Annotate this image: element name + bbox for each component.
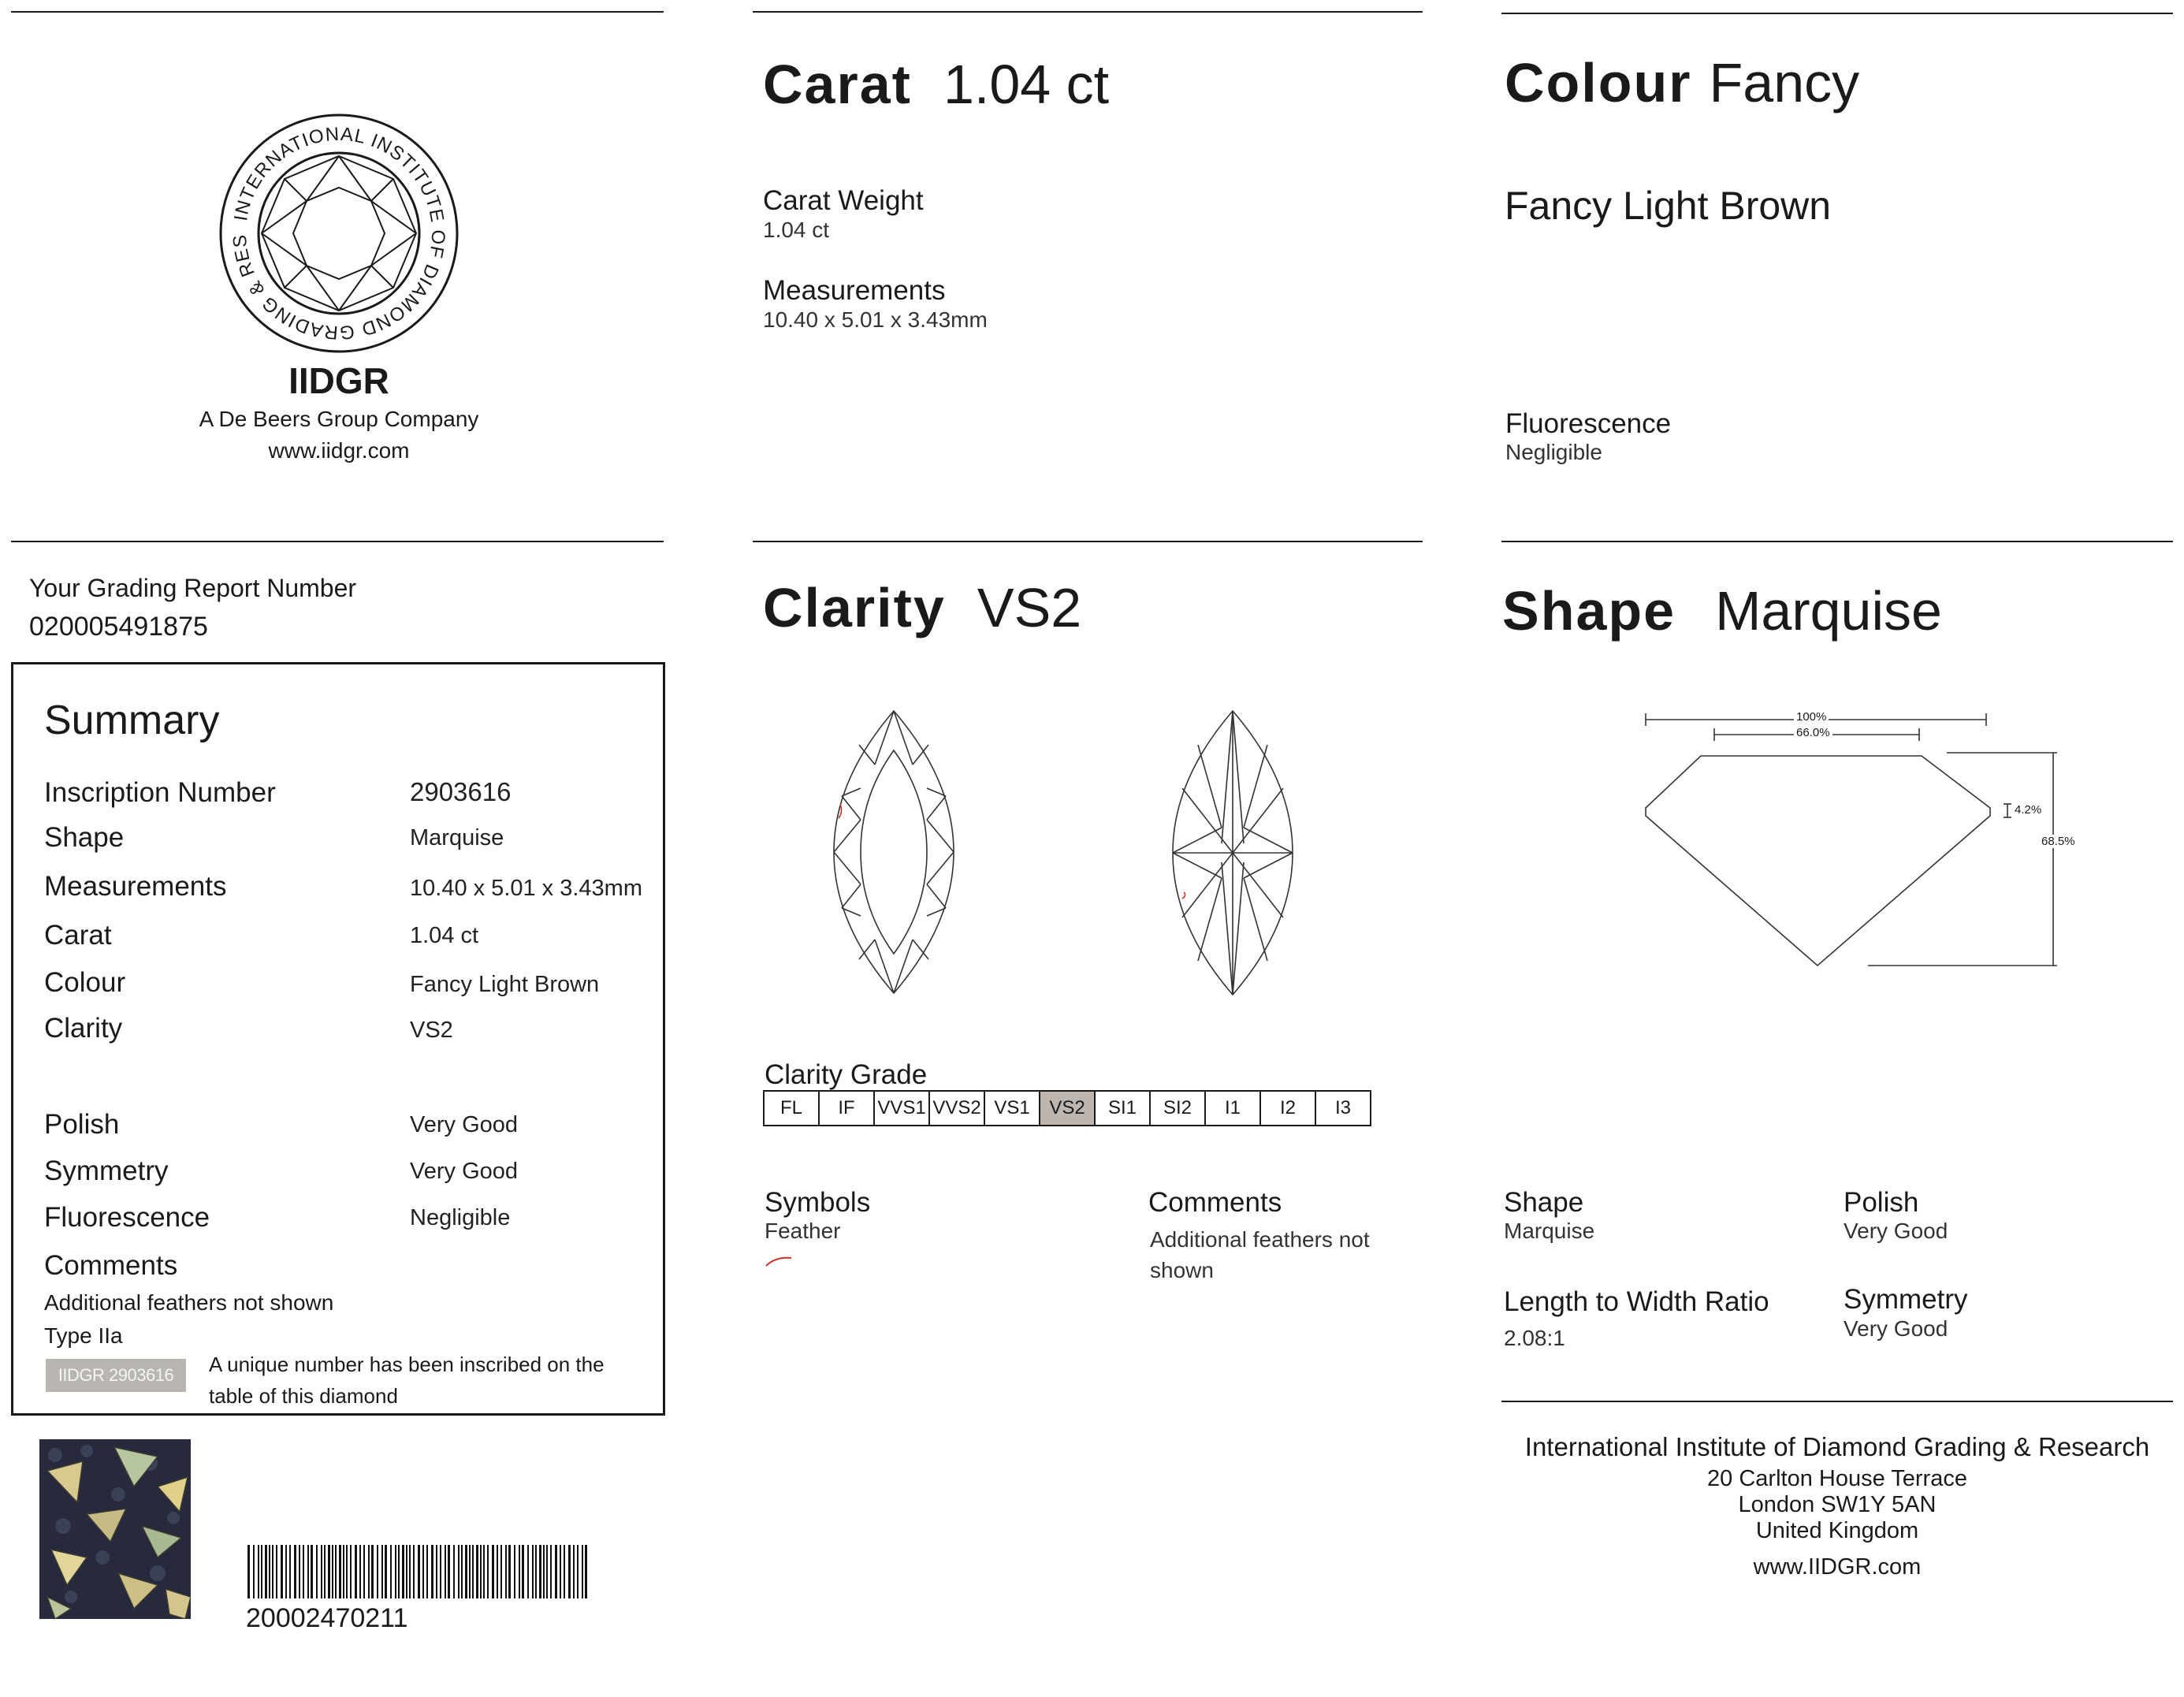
top-rule-center — [753, 11, 1423, 13]
barcode-number: 20002470211 — [246, 1603, 408, 1633]
barcode-bar — [431, 1545, 433, 1598]
address-url[interactable]: www.IIDGR.com — [1753, 1554, 1922, 1580]
barcode-bar — [577, 1545, 579, 1598]
barcode-bar — [527, 1545, 529, 1598]
clarity-scale-cell: I1 — [1206, 1092, 1261, 1125]
barcode-bar — [363, 1545, 365, 1598]
mid-rule-right — [1501, 541, 2173, 542]
clarity-comments-line1: Additional feathers not — [1150, 1227, 1370, 1252]
feather-symbol-icon — [765, 1253, 796, 1269]
inscription-note-line1: A unique number has been inscribed on the — [209, 1353, 605, 1376]
barcode-bar — [321, 1545, 322, 1598]
colour-header — [1505, 52, 1860, 114]
barcode-bar — [582, 1545, 583, 1598]
barcode-bar — [514, 1545, 515, 1598]
address-line2: London SW1Y 5AN — [1738, 1492, 1937, 1517]
barcode-bar — [381, 1545, 383, 1598]
summary-comments: Additional feathers not shown — [44, 1290, 334, 1315]
clarity-scale-cell: I3 — [1334, 1097, 1351, 1118]
inscription-tag-text: IIDGR 2903616 — [58, 1365, 174, 1385]
barcode-bar — [487, 1545, 489, 1598]
barcode-bar — [448, 1545, 450, 1598]
barcode-bar — [465, 1545, 467, 1598]
colour-title: Colour — [1505, 52, 1692, 114]
clarity-comments-line2: shown — [1150, 1258, 1214, 1282]
barcode-bar — [285, 1545, 287, 1598]
summary-title: Summary — [44, 698, 220, 743]
report-number-label: Your Grading Report Number — [29, 574, 357, 602]
symmetry-label: Symmetry — [1844, 1284, 1968, 1315]
colour-value: Fancy — [1709, 52, 1860, 114]
barcode-bar — [422, 1545, 424, 1598]
barcode-bar — [532, 1545, 534, 1598]
summary-value-symmetry: Very Good — [410, 1159, 519, 1184]
barcode-bar — [461, 1545, 463, 1598]
summary-label-inscription: Inscription Number — [44, 777, 276, 808]
iidgr-seal — [218, 113, 459, 354]
summary-label-shape: Shape — [44, 822, 125, 853]
symbols-label: Symbols — [765, 1187, 871, 1218]
summary-value-polish: Very Good — [410, 1112, 519, 1137]
polish-label: Polish — [1844, 1187, 1919, 1218]
barcode-bar — [328, 1545, 330, 1598]
barcode-bar — [440, 1545, 441, 1598]
barcode-bar — [519, 1545, 520, 1598]
barcode-bar — [418, 1545, 420, 1598]
barcode-bar — [359, 1545, 361, 1598]
barcode-bar — [436, 1545, 437, 1598]
barcode-bar — [568, 1545, 571, 1598]
profile-diagram — [1631, 705, 2073, 973]
summary-value-colour: Fancy Light Brown — [410, 972, 600, 997]
barcode-bar — [409, 1545, 411, 1598]
symbols-value: Feather — [765, 1219, 841, 1243]
barcode-bar — [272, 1545, 273, 1598]
summary-label-measurements: Measurements — [44, 871, 227, 902]
clarity-grade-label: Clarity Grade — [765, 1059, 928, 1090]
clarity-scale — [763, 1090, 1371, 1126]
logo-url[interactable]: www.iidgr.com — [268, 438, 410, 463]
barcode-bar — [458, 1545, 459, 1598]
barcode-bar — [564, 1545, 565, 1598]
barcode-bar — [469, 1545, 471, 1598]
clarity-scale-cell: IF — [820, 1092, 875, 1125]
address-line1: 20 Carlton House Terrace — [1707, 1466, 1967, 1491]
clarity-comments-label: Comments — [1148, 1187, 1282, 1218]
clarity-scale-cell: VS1 — [985, 1092, 1040, 1125]
profile-depth-label: 68.5% — [2041, 835, 2075, 848]
clarity-scale-cell: VVS2 — [930, 1092, 985, 1125]
shape-header — [1502, 580, 1942, 642]
address-org: International Institute of Diamond Grading & Research — [1524, 1432, 2150, 1461]
barcode-bar — [492, 1545, 494, 1598]
clarity-scale-cell: FL — [765, 1092, 820, 1125]
barcode-bar — [476, 1545, 478, 1598]
clarity-plot-crown — [828, 709, 960, 995]
carat-value: 1.04 ct — [943, 54, 1110, 115]
barcode-bar — [265, 1545, 267, 1598]
barcode-bar — [508, 1545, 511, 1598]
barcode-bar — [281, 1545, 283, 1598]
barcode-bar — [377, 1545, 378, 1598]
summary-type: Type IIa — [44, 1323, 123, 1348]
svg-text:INTERNATIONAL INSTITUTE OF DIA: INTERNATIONAL INSTITUTE OF DIAMOND GRADING & RES — [229, 123, 449, 344]
barcode-bar — [247, 1545, 250, 1598]
barcode-bar — [573, 1545, 575, 1598]
barcode-bar — [276, 1545, 277, 1598]
barcode-bar — [406, 1545, 407, 1598]
measurements-value: 10.40 x 5.01 x 3.43mm — [763, 307, 988, 332]
profile-girdle-label: 4.2% — [2015, 803, 2042, 817]
inscription-note-line2: table of this diamond — [209, 1384, 398, 1408]
barcode-bar — [585, 1545, 587, 1598]
barcode-bar — [299, 1545, 300, 1598]
polish-value: Very Good — [1844, 1219, 1948, 1243]
barcode-bar — [500, 1545, 502, 1598]
clarity-title: Clarity — [763, 577, 946, 638]
barcode-bar — [453, 1545, 455, 1598]
barcode-bar — [258, 1545, 259, 1598]
barcode-bar — [550, 1545, 552, 1598]
barcode-bar — [289, 1545, 291, 1598]
summary-label-fluorescence: Fluorescence — [44, 1202, 210, 1233]
barcode-bar — [311, 1545, 313, 1598]
top-rule-right — [1501, 13, 2173, 14]
summary-value-inscription: 2903616 — [410, 777, 512, 806]
barcode-bar — [253, 1545, 255, 1598]
barcode-bar — [307, 1545, 309, 1598]
barcode-bar — [390, 1545, 392, 1598]
barcode-bar — [497, 1545, 498, 1598]
clarity-scale-cell: I2 — [1261, 1092, 1316, 1125]
barcode-bar — [398, 1545, 400, 1598]
barcode-bar — [539, 1545, 541, 1598]
barcode-bar — [546, 1545, 548, 1598]
summary-label-clarity: Clarity — [44, 1013, 123, 1044]
carat-header — [763, 54, 1110, 115]
logo-tagline: A De Beers Group Company — [199, 407, 479, 431]
barcode-bar — [343, 1545, 344, 1598]
profile-top-width-label: 100% — [1794, 710, 1829, 724]
mid-rule-left — [11, 541, 664, 542]
barcode-bar — [371, 1545, 374, 1598]
barcode-bar — [346, 1545, 348, 1598]
summary-label-colour: Colour — [44, 967, 126, 998]
barcode-bar — [480, 1545, 482, 1598]
barcode-bar — [261, 1545, 262, 1598]
inscription-tag — [46, 1359, 186, 1392]
barcode-bar — [332, 1545, 333, 1598]
summary-value-measurements: 10.40 x 5.01 x 3.43mm — [410, 876, 642, 901]
barcode-bar — [483, 1545, 485, 1598]
clarity-plot-pavilion — [1166, 709, 1299, 996]
barcode-bar — [505, 1545, 507, 1598]
barcode-bar — [294, 1545, 296, 1598]
lw-ratio-value: 2.08:1 — [1504, 1326, 1565, 1350]
barcode-bar — [535, 1545, 537, 1598]
carat-weight-value: 1.04 ct — [763, 218, 830, 242]
barcode-bar — [350, 1545, 352, 1598]
summary-value-clarity: VS2 — [410, 1018, 453, 1043]
summary-value-shape: Marquise — [410, 825, 504, 850]
lw-ratio-label: Length to Width Ratio — [1504, 1286, 1769, 1317]
barcode — [246, 1545, 590, 1598]
barcode-bar — [395, 1545, 396, 1598]
clarity-scale-cell: VVS1 — [875, 1092, 930, 1125]
barcode-bar — [560, 1545, 561, 1598]
barcode-bar — [472, 1545, 474, 1598]
mid-rule-center — [753, 541, 1423, 542]
summary-label-polish: Polish — [44, 1109, 120, 1140]
barcode-bar — [303, 1545, 304, 1598]
shape-label: Shape — [1504, 1187, 1584, 1218]
address-line3: United Kingdom — [1755, 1518, 1919, 1543]
measurements-label: Measurements — [763, 275, 946, 306]
barcode-bar — [335, 1545, 337, 1598]
colour-grade: Fancy Light Brown — [1505, 184, 1832, 228]
summary-value-carat: 1.04 ct — [410, 923, 479, 948]
carat-title: Carat — [763, 54, 912, 115]
clarity-scale-cell: SI1 — [1096, 1092, 1151, 1125]
barcode-bar — [368, 1545, 370, 1598]
symmetry-value: Very Good — [1844, 1316, 1948, 1341]
barcode-bar — [324, 1545, 326, 1598]
shape-value-text: Marquise — [1504, 1219, 1595, 1243]
barcode-bar — [316, 1545, 318, 1598]
top-rule-left — [11, 11, 664, 13]
barcode-bar — [385, 1545, 387, 1598]
profile-table-label: 66.0% — [1794, 726, 1832, 739]
hologram-image — [39, 1439, 191, 1619]
clarity-header — [763, 577, 1082, 638]
barcode-bar — [355, 1545, 357, 1598]
barcode-bar — [269, 1545, 270, 1598]
shape-title: Shape — [1502, 580, 1676, 642]
clarity-scale-cell: VS2 — [1040, 1092, 1096, 1125]
barcode-bar — [445, 1545, 446, 1598]
barcode-bar — [555, 1545, 557, 1598]
barcode-bar — [426, 1545, 428, 1598]
barcode-bar — [413, 1545, 415, 1598]
barcode-bar — [522, 1545, 524, 1598]
shape-value: Marquise — [1715, 580, 1942, 642]
summary-value-fluorescence: Negligible — [410, 1205, 511, 1230]
clarity-scale-cell: SI2 — [1151, 1092, 1206, 1125]
clarity-value: VS2 — [977, 577, 1082, 638]
summary-label-symmetry: Symmetry — [44, 1156, 169, 1186]
fluorescence-value: Negligible — [1505, 440, 1602, 464]
logo-name: IIDGR — [288, 360, 389, 401]
address-rule — [1501, 1401, 2173, 1402]
report-number: 020005491875 — [29, 612, 208, 642]
barcode-bar — [543, 1545, 545, 1598]
carat-weight-label: Carat Weight — [763, 185, 924, 216]
fluorescence-label: Fluorescence — [1505, 408, 1672, 439]
barcode-bar — [402, 1545, 404, 1598]
summary-label-carat: Carat — [44, 920, 112, 951]
barcode-bar — [339, 1545, 341, 1598]
summary-comments-label: Comments — [44, 1250, 178, 1281]
